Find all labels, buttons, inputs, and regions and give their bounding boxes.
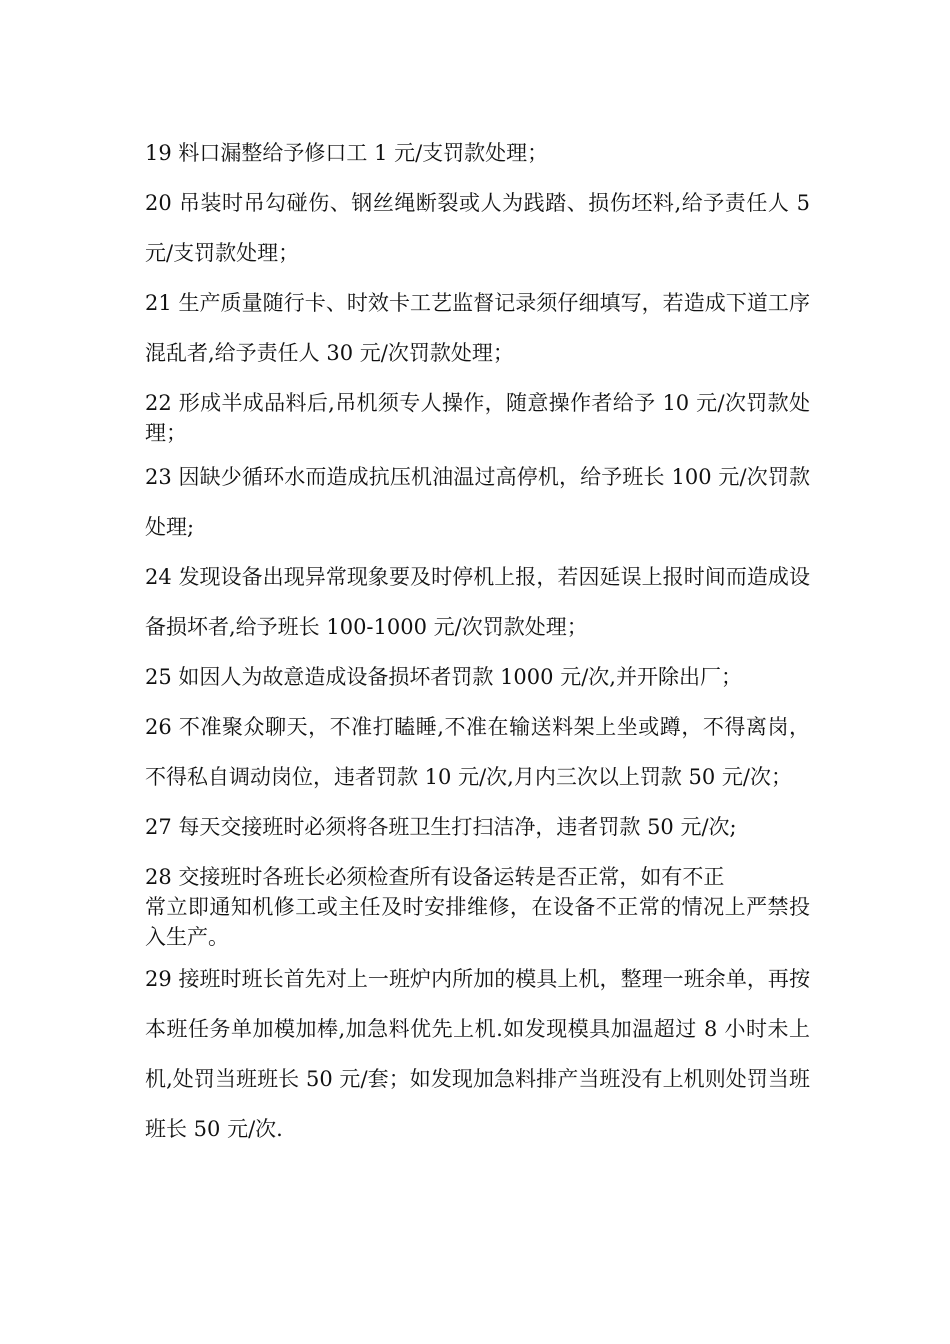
rule-28-first-line: 28 交接班时各班长必须检查所有设备运转是否正常，如有不正 (145, 865, 725, 889)
rule-24: 24 发现设备出现异常现象要及时停机上报，若因延误上报时间而造成设备损坏者,给予班长 100-1000 元/次罚款处理； (145, 565, 810, 639)
rule-23: 23 因缺少循环水而造成抗压机油温过高停机，给予班长 100 元/次罚款处理; (145, 465, 810, 539)
document-body (145, 128, 810, 1154)
rule-19: 19 料口漏整给予修口工 1 元/支罚款处理； (145, 141, 549, 165)
rule-21: 21 生产质量随行卡、时效卡工艺监督记录须仔细填写，若造成下道工序混乱者,给予责任人 30 元/次罚款处理； (145, 291, 810, 365)
rule-20: 20 吊装时吊勾碰伤、钢丝绳断裂或人为践踏、损伤坯料,给予责任人 5 元/支罚款处理； (145, 191, 810, 265)
rule-27: 27 每天交接班时必须将各班卫生打扫洁净，违者罚款 50 元/次; (145, 815, 737, 839)
rule-22: 22 形成半成品料后,吊机须专人操作，随意操作者给予 10 元/次罚款处理； (145, 391, 810, 445)
rule-26: 26 不准聚众聊天，不准打瞌睡,不准在输送料架上坐或蹲，不得离岗，不得私自调动岗位，违者罚款 10 元/次,月内三次以上罚款 50 元/次； (145, 715, 810, 789)
rule-25: 25 如因人为故意造成设备损坏者罚款 1000 元/次,并开除出厂； (145, 665, 742, 689)
rule-28-continued: 常立即通知机修工或主任及时安排维修，在设备不正常的情况上严禁投入生产。 (145, 895, 810, 949)
rule-29: 29 接班时班长首先对上一班炉内所加的模具上机，整理一班余单，再按本班任务单加模加棒,加急料优先上机.如发现模具加温超过 8 小时未上机,处罚当班班长 50 元/套；如发现加急料排产当班没有上机则处罚当班班长 50 元/次. (145, 967, 810, 1141)
